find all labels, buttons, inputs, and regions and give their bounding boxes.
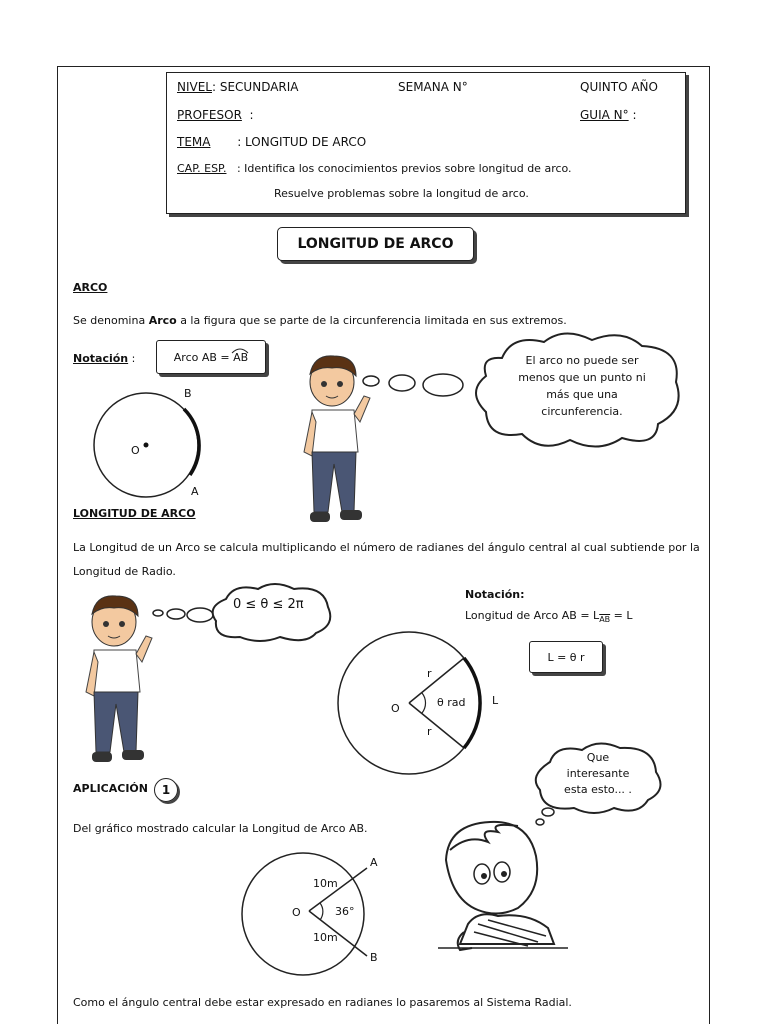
guia: GUIA N° : (580, 108, 637, 122)
arco-notacion-box: Arco AB = AB (156, 340, 266, 374)
boy-character-2-icon (80, 592, 155, 772)
bubble-interesante-text: Que interesante esta esto... . (564, 751, 632, 796)
arco-label-o: O (131, 444, 140, 457)
thought-dots-icon (360, 366, 470, 402)
nivel: NIVEL: SECUNDARIA (177, 80, 299, 94)
tema: TEMA : LONGITUD DE ARCO (177, 135, 367, 149)
label-10m-top: 10m (313, 877, 338, 890)
label-theta-rad: θ rad (437, 696, 466, 709)
arco-definition: Se denomina Arco a la figura que se parte de la circunferencia limitada en sus extremos. (73, 314, 567, 327)
theta-range: 0 ≤ θ ≤ 2π (233, 597, 304, 612)
grado: QUINTO AÑO (580, 80, 658, 94)
semana: SEMANA N° (398, 80, 468, 94)
aplicacion-heading: APLICACIÓN (73, 782, 148, 795)
longitud-para-1: La Longitud de un Arco se calcula multiplicando el número de radianes del ángulo central al cual subtiende por la (73, 541, 700, 554)
cap-esp: CAP. ESP. : Identifica los conocimientos previos sobre longitud de arco. (177, 162, 572, 175)
bubble-arco-text: El arco no puede ser menos que un punto ni más que una circunferencia. (518, 354, 646, 418)
arco-heading: ARCO (73, 281, 108, 294)
label-o: O (391, 702, 400, 715)
label-r-bottom: r (427, 725, 432, 738)
cap-esp-2: Resuelve problemas sobre la longitud de arco. (274, 187, 529, 200)
formula-box: L = θ r (529, 641, 603, 673)
thought-bubble-theta (210, 583, 334, 643)
footer-text: Como el ángulo central debe estar expresado en radianes lo pasaremos al Sistema Radial. (73, 996, 572, 1009)
aplicacion-text: Del gráfico mostrado calcular la Longitud de Arco AB. (73, 822, 368, 835)
label-36-deg: 36° (335, 905, 355, 918)
longitud-notacion-label: Notación: (465, 588, 525, 601)
arco-circle-diagram (92, 393, 204, 503)
profesor: PROFESOR : (177, 108, 254, 122)
aplicacion-number: 1 (154, 778, 178, 802)
arco-label-b: B (184, 387, 192, 400)
aplicacion-label-o: O (292, 906, 301, 919)
label-10m-bottom: 10m (313, 931, 338, 944)
label-l: L (492, 694, 499, 707)
longitud-para-2: Longitud de Radio. (73, 565, 176, 578)
label-r-top: r (427, 667, 432, 680)
arco-label-a: A (191, 485, 199, 498)
longitud-heading: LONGITUD DE ARCO (73, 507, 196, 520)
longitud-notacion: Longitud de Arco AB = $L_{\overline{AB}} = L$ (465, 609, 633, 625)
header-box (166, 72, 686, 214)
aplicacion-label-a: A (370, 856, 378, 869)
aplicacion-label-b: B (370, 951, 378, 964)
arco-notacion-label: Notación : (73, 352, 136, 365)
thinking-boy-icon (438, 820, 568, 960)
arc-symbol-icon (230, 346, 250, 354)
page-title: LONGITUD DE ARCO (277, 227, 474, 261)
